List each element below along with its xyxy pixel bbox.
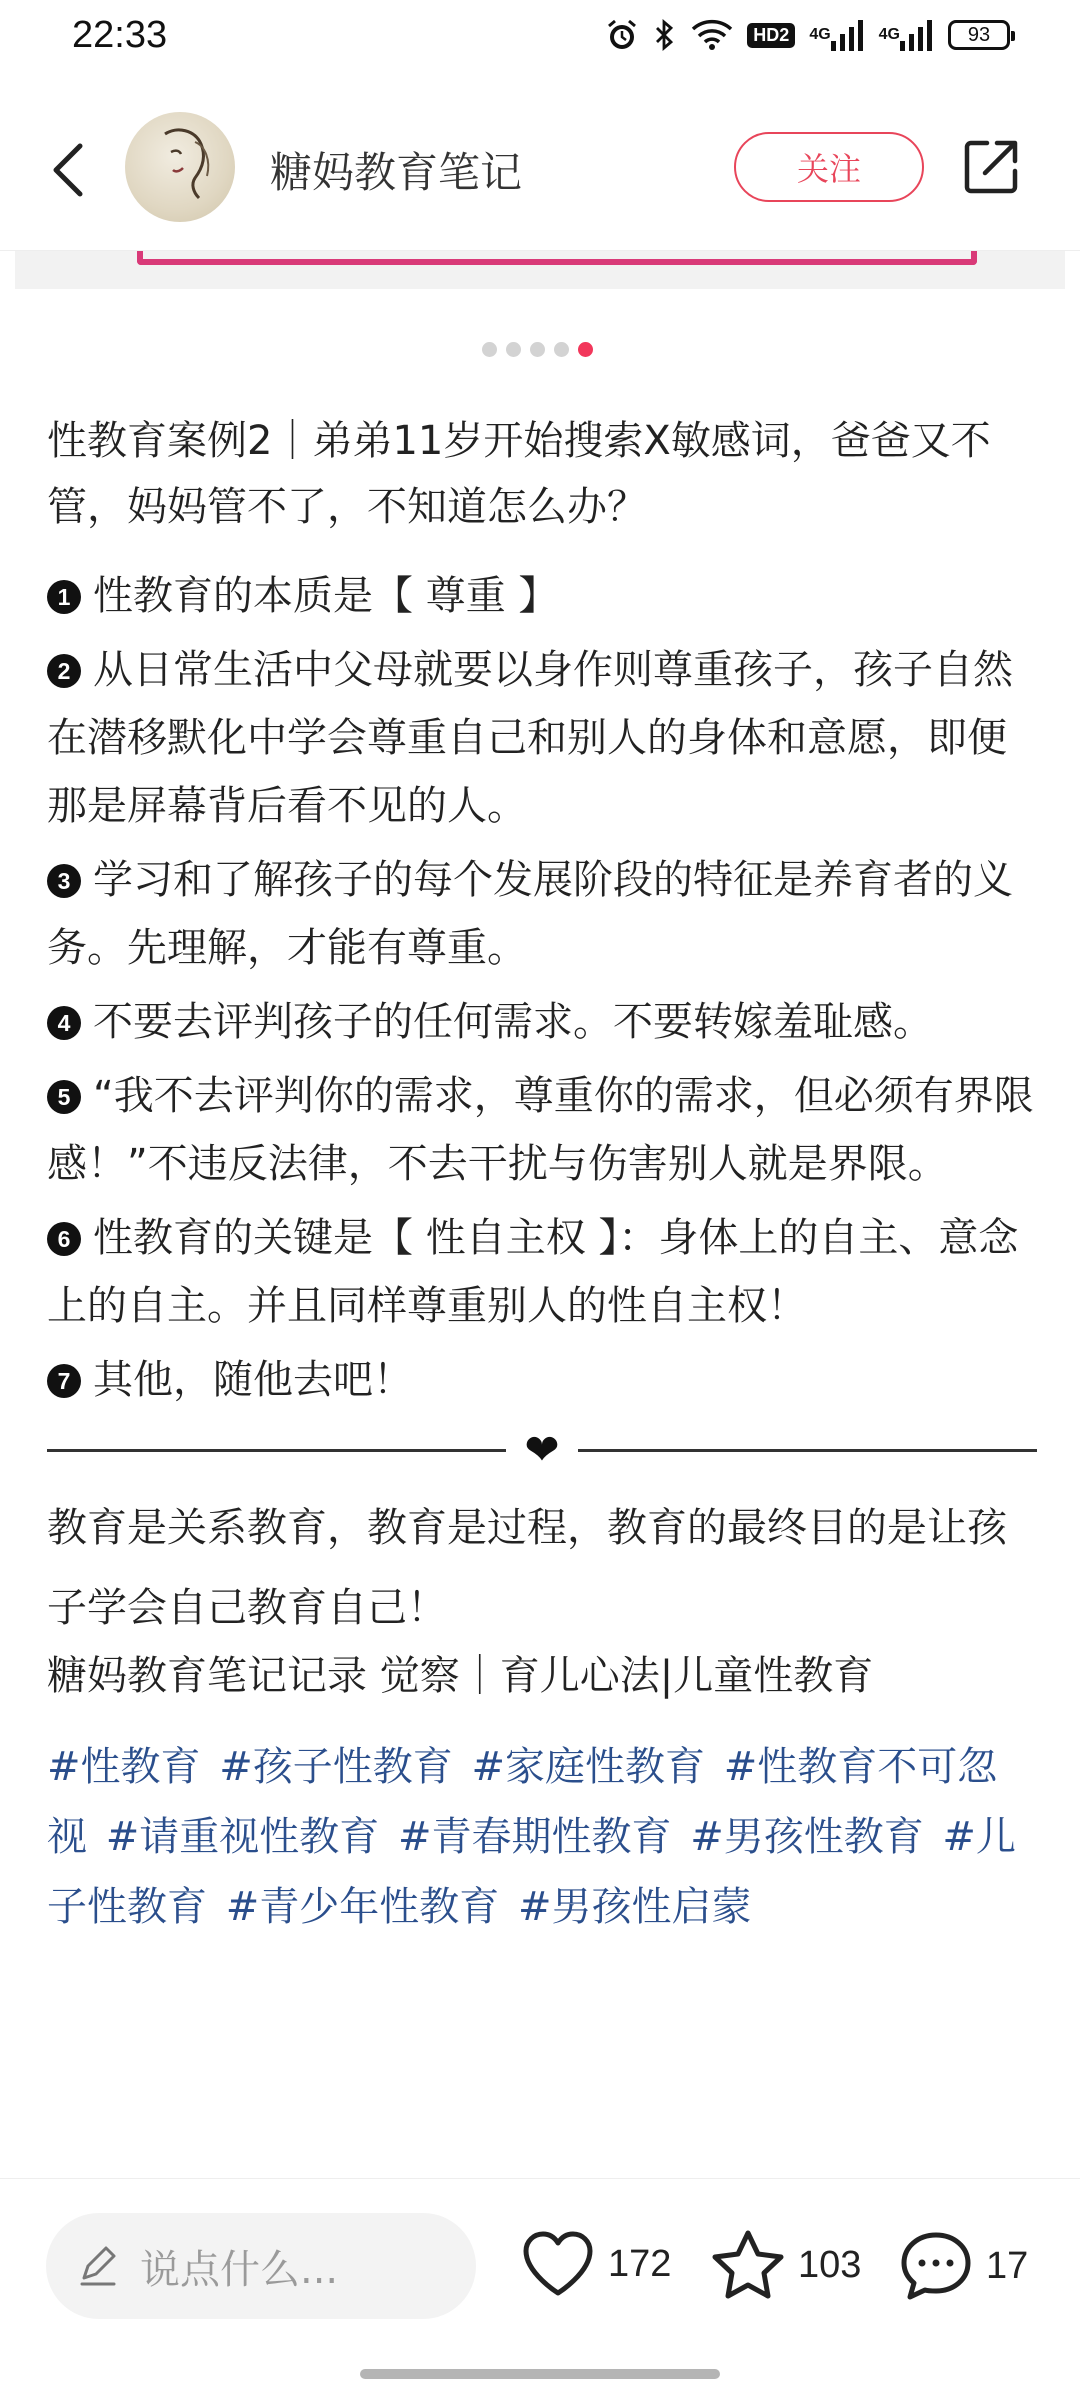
hd-badge: HD2 — [747, 23, 795, 48]
point-text: 性教育的关键是【 性自主权 】：身体上的自主、意念上的自主。并且同样尊重别人的性自主权！ — [47, 1215, 1019, 1329]
post-title: 性教育案例2｜弟弟11岁开始搜索X敏感词，爸爸又不管，妈妈管不了，不知道怎么办？ — [47, 418, 991, 530]
carousel-dot-active — [578, 342, 593, 357]
point-text: 性教育的本质是【 尊重 】 — [93, 573, 559, 619]
avatar[interactable] — [125, 112, 235, 222]
network-label-2: 4G — [878, 26, 900, 43]
carousel-dot — [530, 342, 545, 357]
post-content — [47, 408, 1037, 1942]
author-name[interactable]: 糖妈教育笔记 — [270, 148, 523, 197]
point-text: 不要去评判孩子的任何需求。不要转嫁羞耻感。 — [93, 999, 933, 1045]
closing-text: 教育是关系教育，教育是过程，教育的最终目的是让孩子学会自己教育自己！ — [47, 1505, 1007, 1631]
hashtag[interactable]: #男孩性教育 — [690, 1814, 924, 1860]
number-badge: 5 — [47, 1080, 81, 1114]
alarm-icon — [605, 18, 639, 52]
point-text: “我不去评判你的需求，尊重你的需求，但必须有界限感！”不违反法律，不去干扰与伤害别人就是界限。 — [47, 1073, 1034, 1187]
comment-input[interactable] — [46, 2213, 476, 2319]
chat-bubble-icon — [898, 2229, 974, 2303]
favorite-button[interactable] — [710, 2229, 861, 2301]
number-badge: 3 — [47, 864, 81, 898]
share-button[interactable] — [958, 134, 1024, 200]
point-text: 从日常生活中父母就要以身作则尊重孩子，孩子自然在潜移默化中学会尊重自己和别人的身体和意愿，即便那是屏幕背后看不见的人。 — [47, 647, 1013, 829]
status-time: 22:33 — [72, 14, 168, 56]
hashtag[interactable]: #青少年性教育 — [225, 1884, 500, 1930]
number-badge: 1 — [47, 580, 81, 614]
carousel-dot — [482, 342, 497, 357]
tag-list — [47, 1732, 1037, 1942]
comment-count: 17 — [986, 2244, 1029, 2287]
bottom-action-bar — [0, 2178, 1080, 2401]
number-badge: 6 — [47, 1222, 81, 1256]
carousel-dots — [482, 342, 593, 357]
bluetooth-icon — [653, 18, 677, 52]
signal-icon-2 — [879, 19, 934, 51]
divider-rule — [47, 1449, 506, 1452]
network-label: 4G — [809, 26, 831, 43]
hashtag[interactable]: #请重视性教育 — [105, 1814, 380, 1860]
wifi-icon — [691, 19, 733, 51]
divider — [47, 1420, 1037, 1480]
heart-icon: ❤ — [524, 1425, 560, 1474]
hashtag[interactable]: #孩子性教育 — [219, 1744, 453, 1790]
point-item — [47, 562, 1037, 630]
like-count: 172 — [608, 2242, 672, 2285]
hashtag[interactable]: #性教育 — [47, 1744, 201, 1790]
number-badge: 7 — [47, 1364, 81, 1398]
favorite-count: 103 — [798, 2243, 862, 2286]
star-outline-icon — [710, 2229, 786, 2301]
pencil-icon — [76, 2244, 120, 2288]
like-button[interactable] — [520, 2229, 671, 2299]
point-item — [47, 988, 1037, 1056]
divider-rule — [578, 1449, 1037, 1452]
point-item — [47, 1062, 1037, 1198]
point-item — [47, 1204, 1037, 1340]
hashtag[interactable]: #男孩性启蒙 — [517, 1884, 752, 1930]
point-item — [47, 1346, 1037, 1414]
hashtag[interactable]: #性教育不可忽视 — [47, 1744, 998, 1860]
follow-button[interactable]: 关注 — [734, 132, 924, 202]
battery-icon: 93 — [948, 20, 1010, 50]
status-icons — [605, 18, 1010, 52]
carousel-dot — [554, 342, 569, 357]
point-item — [47, 636, 1037, 840]
hashtag[interactable]: #青春期性教育 — [397, 1814, 672, 1860]
carousel-dot — [506, 342, 521, 357]
comment-placeholder: 说点什么... — [140, 2246, 339, 2293]
home-indicator[interactable] — [360, 2369, 720, 2379]
image-border — [137, 251, 977, 265]
signature-text: 糖妈教育笔记记录 觉察｜育儿心法|儿童性教育 — [47, 1653, 874, 1699]
chevron-left-icon — [48, 140, 88, 200]
point-text: 其他，随他去吧！ — [93, 1357, 413, 1403]
note-header — [0, 90, 1080, 251]
point-text: 学习和了解孩子的每个发展阶段的特征是养育者的义务。先理解，才能有尊重。 — [47, 857, 1013, 971]
heart-outline-icon — [520, 2229, 596, 2299]
hashtag[interactable]: #儿子性教育 — [47, 1814, 1016, 1930]
status-bar — [0, 0, 1080, 80]
carousel-image[interactable] — [15, 251, 1065, 289]
share-icon — [961, 137, 1021, 197]
point-item — [47, 846, 1037, 982]
comment-button[interactable] — [898, 2229, 1028, 2303]
signal-icon — [809, 19, 864, 51]
number-badge: 2 — [47, 654, 81, 688]
back-button[interactable] — [38, 130, 98, 210]
number-badge: 4 — [47, 1006, 81, 1040]
hashtag[interactable]: #家庭性教育 — [471, 1744, 705, 1790]
